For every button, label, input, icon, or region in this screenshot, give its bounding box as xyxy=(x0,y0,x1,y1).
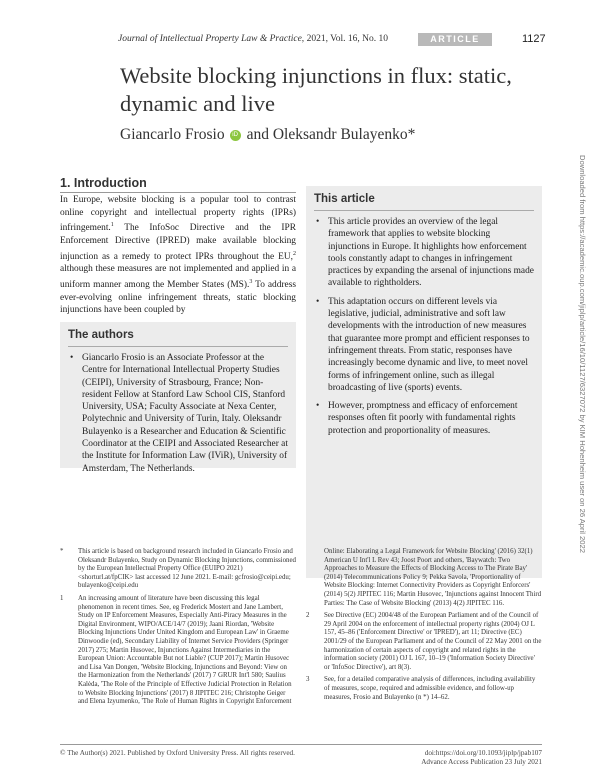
this-article-item: • This article provides an overview of the legal framework that applies to website blocking injunctions in Europe. It highlights how enforcement tools constantly adapt to changes in infringement practices by expanding the arsenal of injunctions made available to rightholders. xyxy=(314,216,534,290)
doi-link[interactable]: doi:https://doi.org/10.1093/jiplp/jpab107 xyxy=(424,749,542,757)
this-article-box xyxy=(306,186,542,578)
footnotes-left xyxy=(60,548,296,711)
author-frosio: Giancarlo Frosio xyxy=(120,126,225,143)
introduction-paragraph xyxy=(60,194,296,317)
this-article-title: This article xyxy=(314,193,375,205)
box-rule xyxy=(68,346,288,347)
page-number: 1127 xyxy=(522,33,546,45)
footnote-ref-3[interactable]: 3 xyxy=(249,278,253,285)
intro-text-d: To address ever-evolving online infringement threats, static blocking injunctions have been coupled by xyxy=(60,279,296,316)
this-article-list xyxy=(314,216,534,443)
download-note-strip xyxy=(574,155,590,575)
footnote-1-continued xyxy=(306,548,542,608)
the-authors-title: The authors xyxy=(68,329,134,341)
intro-text-a: In Europe, website blocking is a popular tool to contrast online copyright and intellectual property rights (IPRs) infringement. xyxy=(60,195,296,234)
footnote-text: An increasing amount of literature have been discussing this legal phenomenon in recent times. See, eg Frederick Mostert and Jane Lambert, Study on IP Enforcement Measures, Especially Anti-Piracy Measures in the Digital Environment, WIPO/ACE/14/7 (2019); Jaani Riordan, 'Website Blocking Injunctions Under United Kingdom and European Law' in Graeme Dinwoodie (ed), Secondary Liability of Internet Service Providers (Springer 2017) 275; Martin Husovec, Injunctions Against Intermediaries in the European Union: Accountable But not Liable? (CUP 2017); Martin Husovec and Lisa Van Dongen, 'Website Blocking, Injunctions and Beyond: View on the Harmonization from the Netherlands' (2017) 7 GRUR Int'l 580; Saulius Kalėda, 'The Role of the Principle of Effective Judicial Protection in Relation to Website Blocking Injunctions' (2017) 8 JIPITEC 216; Christophe Geiger and Elena Izyumenko, 'The Role of Human Rights in Copyright Enforcement xyxy=(78,594,292,706)
footnote-3 xyxy=(306,676,542,702)
article-title: Website blocking injunctions in flux: static, dynamic and live xyxy=(120,63,512,116)
the-authors-box xyxy=(60,322,296,474)
journal-name: Journal of Intellectual Property Law & Practice, xyxy=(118,34,305,44)
footnotes-right xyxy=(306,548,542,706)
section-heading-introduction: 1. Introduction xyxy=(60,176,147,190)
this-article-item: • However, promptness and efficacy of enforcement responses often fit poorly with fundamental rights protection and proportionality of measures. xyxy=(314,400,534,437)
footnote-number: 3 xyxy=(306,676,310,684)
box-rule xyxy=(314,210,534,211)
footnote-2 xyxy=(306,612,542,672)
footnote-number: 2 xyxy=(306,612,310,620)
this-article-item: • This adaptation occurs on different levels via legislative, judicial, administrative and soft law developments with the introduction of new measures that guarantee more prompt and efficient responses to infringement threats. From static, responses have increasingly become dynamic and live, to meet novel forms of infringement online, such as illegal broadcasting of live (sports) events. xyxy=(314,296,534,394)
heading-rule xyxy=(60,192,296,193)
footnote-text: Online: Elaborating a Legal Framework for Website Blocking' (2016) 32(1) American U Int'l L Rev 43; Joost Poort and others, 'Baywatch: Two Approaches to Measure the Effects of Blocking Access to The Pirate Bay' (2014) Telecommunications Policy 9; Pekka Savola, 'Proportionality of Website Blocking: Internet Connectivity Providers as Copyright Enforcers' (2014) 5(2) JIPITEC 116; Martin Husovec, 'Injunctions against Innocent Third Parties: The Case of Website Blocking' (2013) 4(2) JIPITEC 116. xyxy=(324,548,542,607)
journal-volume: 2021, Vol. 16, No. 10 xyxy=(304,34,389,44)
footer-rule xyxy=(60,744,542,745)
footnote-1 xyxy=(60,595,296,707)
author-bulayenko: and Oleksandr Bulayenko* xyxy=(246,126,416,143)
intro-text-c: although these measures are not implemented and applied in a uniform manner among the Member States (MS). xyxy=(60,264,296,290)
the-authors-list xyxy=(68,352,288,481)
orcid-icon[interactable]: iD xyxy=(230,130,241,141)
authors-bio-item: • Giancarlo Frosio is an Associate Professor at the Centre for International Intellectual Property Studies (CEIPI), University of Strasbourg, France; Non-resident Fellow at Stanford Law School CIS, Stanford University, USA; Faculty Associate at Nexa Center, Polytechnic and University of Turin, Italy. Oleksandr Bulayenko is a Researcher and Education & Scientific Coordinator at the CEIPI and Associated Researcher at the Institute for Information Law (IViR), University of Amsterdam, The Netherlands. xyxy=(68,352,288,475)
footnote-number: * xyxy=(60,548,64,555)
copyright-notice: © The Author(s) 2021. Published by Oxford University Press. All rights reserved. xyxy=(60,749,295,757)
footnote-ref-1[interactable]: 1 xyxy=(110,222,114,229)
footnote-number: 1 xyxy=(60,594,64,602)
footnote-star xyxy=(60,548,296,591)
footnote-text: This article is based on background research included in Giancarlo Frosio and Oleksandr Bulayenko, Study on Dynamic Blocking Injunctions, commissioned by the European Intellectual Property Office (EUIPO 2021) <shorturl.at/fpCIK> last accessed 12 June 2021. E-mail: gcfrosio@ceipi.edu; bulayenko@ceipi.edu xyxy=(78,548,296,590)
footnote-text: See, for a detailed comparative analysis of differences, including availability of measures, scope, required and admissible evidence, and follow-up measures, Frosio and Bulayenko (n *) 14–62. xyxy=(324,676,536,701)
intro-text-b: The InfoSoc Directive and the IPR Enforcement Directive (IPRED) make available blocking injunction as a remedy to protect IPRs throughout the EU, xyxy=(60,223,296,262)
author-line xyxy=(120,126,415,144)
footnote-text: See Directive (EC) 2004/48 of the European Parliament and of the Council of 29 April 2004 on the enforcement of intellectual property rights (2004) OJ L 157, 45–86 ('Enforcement Directive' or 'IPRED'), art 11; Directive (EC) 2001/29 of the European Parliament and of the Council of 22 May 2001 on the harmonization of certain aspects of copyright and related rights in the information society (2001) OJ L 167, 10–19 ('Information Society Directive' or 'InfoSoc Directive'), art 8(3). xyxy=(324,612,542,671)
download-note: Downloaded from https://academic.oup.com/jiplp/article/16/10/1127/6327072 by KIM Hohenheim user on 26 April 2022 xyxy=(578,155,587,553)
footnote-ref-2[interactable]: 2 xyxy=(293,250,296,257)
doi-block xyxy=(420,749,542,767)
section-tag: ARTICLE xyxy=(418,33,492,46)
advance-access-date: Advance Access Publication 23 July 2021 xyxy=(421,758,542,766)
running-header xyxy=(118,34,388,44)
